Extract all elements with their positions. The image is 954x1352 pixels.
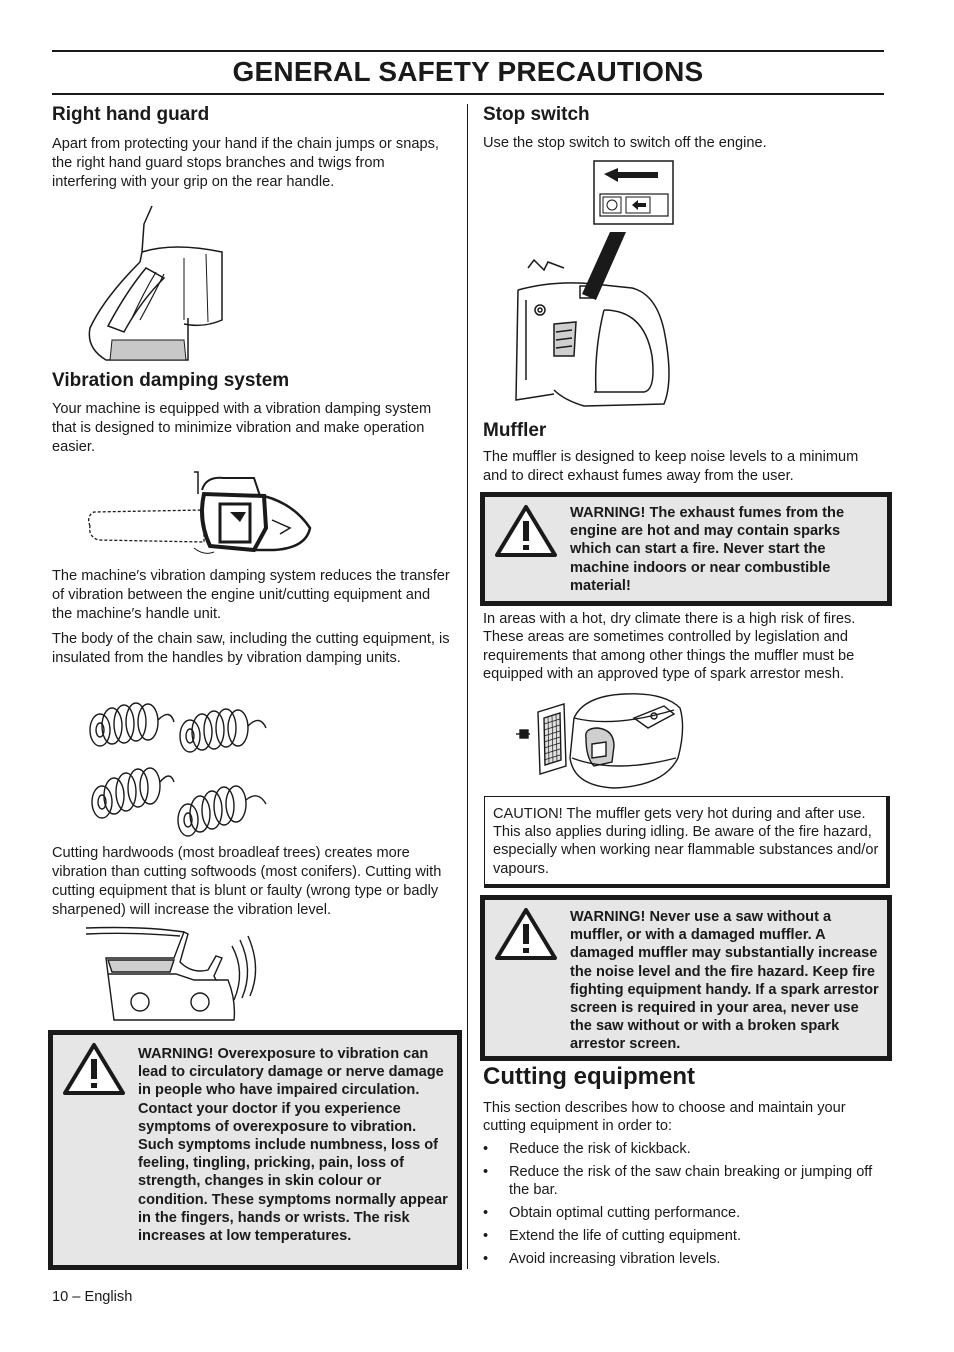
header-rule-top bbox=[52, 50, 884, 52]
heading-muffler: Muffler bbox=[483, 420, 547, 441]
heading-right-hand-guard: Right hand guard bbox=[52, 104, 210, 125]
list-item: • Avoid increasing vibration levels. bbox=[483, 1250, 883, 1268]
heading-vibration-damping: Vibration damping system bbox=[52, 370, 290, 391]
warning-vibration-text: WARNING! Overexposure to vibration can lead to circulatory damage or nerve damage in people who have impaired circulation. Contact your doctor if you experience symptoms of overexposure to vibration. Such symptoms include numbness, loss of feeling, tingling, pricking, pain, loss of strength, changes in skin colour or condition. These symptoms normally appear in the fingers, hands or wrists. The risk increases at low temperatures. bbox=[138, 1046, 448, 1245]
warning-muffler-box bbox=[480, 895, 892, 1061]
text-cutting-equipment: This section describes how to choose and maintain your cutting equipment in order to: bbox=[483, 1100, 846, 1135]
heading-stop-switch: Stop switch bbox=[483, 104, 590, 125]
warning-triangle-icon bbox=[61, 1041, 127, 1097]
list-item: • Reduce the risk of kickback. bbox=[483, 1140, 883, 1158]
list-item: • Extend the life of cutting equipment. bbox=[483, 1227, 883, 1245]
muffler-illustration bbox=[514, 688, 690, 790]
text-vibration-2: The machine′s vibration damping system reduces the transfer of vibration between the engine unit/cutting equipment and the machine′s handle unit. bbox=[52, 568, 450, 622]
caution-muffler-text: CAUTION! The muffler gets very hot during and after use. This also applies during idling. Be aware of the fire hazard, especially when working near flammable substances and/or vapours. bbox=[493, 806, 879, 877]
chain-link-illustration bbox=[84, 924, 260, 1028]
warning-triangle-icon bbox=[493, 503, 559, 559]
page-footer: 10 – English bbox=[52, 1289, 133, 1305]
damping-springs-illustration bbox=[84, 692, 274, 842]
column-divider bbox=[467, 104, 468, 1269]
text-vibration-1: Your machine is equipped with a vibration damping system that is designed to minimize vibration and make operation easier. bbox=[52, 401, 432, 455]
text-vibration-4: Cutting hardwoods (most broadleaf trees) creates more vibration than cutting softwoods (most conifers). Cutting with cutting equipment that is blunt or faulty (wrong type or badly sharpened) will increase the vibration level. bbox=[52, 845, 442, 918]
text-stop-switch: Use the stop switch to switch off the engine. bbox=[483, 135, 767, 151]
stop-switch-illustration bbox=[514, 160, 684, 414]
list-item: • Reduce the risk of the saw chain breaking or jumping off the bar. bbox=[483, 1163, 883, 1199]
warning-muffler-text: WARNING! Never use a saw without a muffler, or with a damaged muffler. A damaged muffler may substantially increase the noise level and the fire hazard. Keep fire fighting equipment handy. If a spark arrestor screen is required in your area, never use the saw without or with a broken spark arrestor screen. bbox=[570, 909, 879, 1053]
warning-triangle-icon bbox=[493, 906, 559, 962]
page-title: GENERAL SAFETY PRECAUTIONS bbox=[232, 56, 704, 87]
warning-vibration-box bbox=[48, 1030, 462, 1270]
text-muffler-2: In areas with a hot, dry climate there is a high risk of fires. These areas are sometimes controlled by legislation and requirements that among other things the muffler must be equipped with an approved type of spark arrestor mesh. bbox=[483, 611, 856, 682]
header-rule-bottom bbox=[52, 93, 884, 95]
caution-muffler-box bbox=[484, 796, 890, 888]
heading-cutting-equipment: Cutting equipment bbox=[483, 1063, 695, 1090]
list-item: • Obtain optimal cutting performance. bbox=[483, 1204, 883, 1222]
warning-exhaust-text: WARNING! The exhaust fumes from the engine are hot and may contain sparks which can start a fire. Never start the machine indoors or near combustible material! bbox=[570, 505, 845, 594]
text-right-hand-guard: Apart from protecting your hand if the chain jumps or snaps, the right hand guard stops branches and twigs from interfering with your grip on the rear handle. bbox=[52, 136, 439, 190]
warning-exhaust-box bbox=[480, 492, 892, 606]
cutting-bullet-list bbox=[483, 1140, 883, 1273]
chainsaw-illustration bbox=[84, 464, 316, 558]
hand-guard-illustration bbox=[84, 202, 226, 364]
text-vibration-3: The body of the chain saw, including the cutting equipment, is insulated from the handles by vibration damping units. bbox=[52, 631, 450, 666]
text-muffler-1: The muffler is designed to keep noise levels to a minimum and to direct exhaust fumes away from the user. bbox=[483, 449, 859, 484]
